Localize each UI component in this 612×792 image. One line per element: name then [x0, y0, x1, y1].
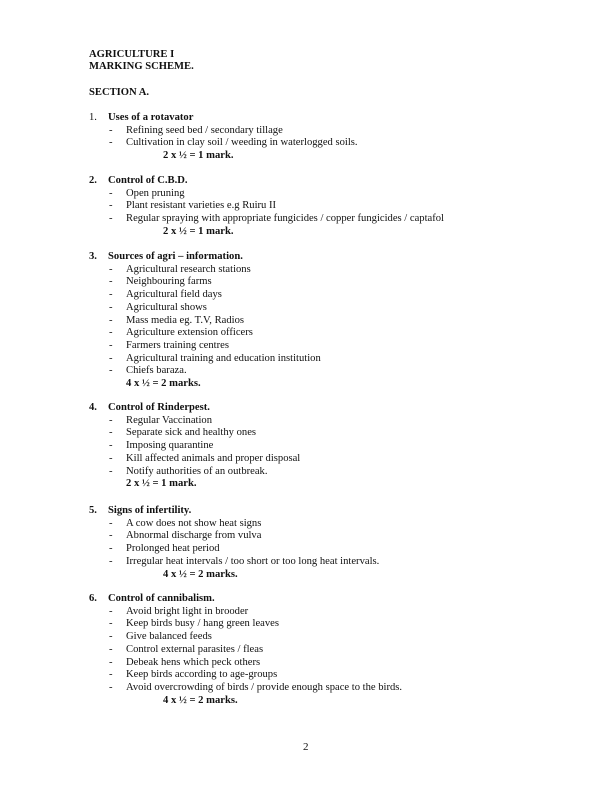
list-item-text: Neighbouring farms: [126, 276, 212, 288]
section-heading: SECTION A.: [89, 87, 150, 98]
list-item-text: Imposing quarantine: [126, 440, 214, 452]
list-item-text: Notify authorities of an outbreak.: [126, 465, 268, 477]
list-item-text: Keep birds busy / hang green leaves: [126, 618, 279, 630]
dash-bullet-icon: -: [109, 530, 113, 542]
list-item-text: Keep birds according to age-groups: [126, 669, 278, 681]
dash-bullet-icon: -: [109, 213, 113, 225]
marks-allocation: 4 x ½ = 2 marks.: [163, 568, 238, 580]
question-title: Sources of agri – information.: [108, 251, 243, 262]
list-item-text: Irregular heat intervals / too short or too long heat intervals.: [126, 555, 380, 567]
marks-allocation: 4 x ½ = 2 marks.: [126, 378, 201, 389]
question-number: 4.: [89, 402, 97, 413]
list-item-text: Chiefs baraza.: [126, 365, 187, 377]
dash-bullet-icon: -: [109, 339, 113, 351]
list-item-text: Plant resistant varieties e.g Ruiru II: [126, 200, 277, 212]
list-item-text: A cow does not show heat signs: [126, 517, 262, 529]
question-number: 1.: [89, 112, 97, 123]
dash-bullet-icon: -: [109, 465, 113, 477]
question-title: Control of Rinderpest.: [108, 402, 210, 413]
dash-bullet-icon: -: [109, 427, 113, 439]
dash-bullet-icon: -: [109, 301, 113, 313]
list-item-text: Agricultural research stations: [126, 263, 251, 275]
list-item-text: Open pruning: [126, 187, 185, 199]
dash-bullet-icon: -: [109, 543, 113, 555]
list-item-text: Cultivation in clay soil / weeding in waterlogged soils.: [126, 137, 358, 149]
question-title: Control of C.B.D.: [108, 175, 188, 186]
list-item-text: Separate sick and healthy ones: [126, 427, 257, 439]
dash-bullet-icon: -: [109, 517, 113, 529]
marks-allocation: 2 x ½ = 1 mark.: [126, 478, 197, 490]
dash-bullet-icon: -: [109, 352, 113, 364]
list-item-text: Agriculture extension officers: [126, 327, 253, 339]
document-title: AGRICULTURE I: [89, 49, 175, 60]
list-item-text: Agricultural training and education institution: [126, 352, 321, 364]
dash-bullet-icon: -: [109, 669, 113, 681]
dash-bullet-icon: -: [109, 263, 113, 275]
dash-bullet-icon: -: [109, 137, 113, 149]
dash-bullet-icon: -: [109, 555, 113, 567]
dash-bullet-icon: -: [109, 618, 113, 630]
page-number: 2: [303, 741, 309, 753]
list-item-text: Avoid overcrowding of birds / provide enough space to the birds.: [126, 681, 403, 693]
list-item-text: Give balanced feeds: [126, 631, 212, 643]
list-item-text: Mass media eg. T.V, Radios: [126, 314, 244, 326]
dash-bullet-icon: -: [109, 276, 113, 288]
list-item-text: Refining seed bed / secondary tillage: [126, 124, 283, 136]
list-item-text: Control external parasites / fleas: [126, 643, 264, 655]
list-item-text: Regular Vaccination: [126, 414, 212, 426]
dash-bullet-icon: -: [109, 440, 113, 452]
dash-bullet-icon: -: [109, 631, 113, 643]
list-item-text: Agricultural shows: [126, 301, 207, 313]
dash-bullet-icon: -: [109, 187, 113, 199]
question-title: Control of cannibalism.: [108, 593, 215, 604]
list-item-text: Kill affected animals and proper disposal: [126, 452, 301, 464]
marks-allocation: 4 x ½ = 2 marks.: [163, 694, 238, 706]
list-item-text: Avoid bright light in brooder: [126, 605, 249, 617]
dash-bullet-icon: -: [109, 605, 113, 617]
list-item-text: Abnormal discharge from vulva: [126, 530, 262, 542]
dash-bullet-icon: -: [109, 643, 113, 655]
question-number: 2.: [89, 175, 97, 186]
question-number: 3.: [89, 251, 97, 262]
dash-bullet-icon: -: [109, 656, 113, 668]
question-number: 5.: [89, 505, 97, 516]
dash-bullet-icon: -: [109, 200, 113, 212]
dash-bullet-icon: -: [109, 681, 113, 693]
dash-bullet-icon: -: [109, 314, 113, 326]
document-header: [89, 49, 194, 74]
list-item-text: Prolonged heat period: [126, 543, 220, 555]
question-title: Uses of a rotavator: [108, 112, 194, 123]
dash-bullet-icon: -: [109, 289, 113, 301]
marks-allocation: 2 x ½ = 1 mark.: [163, 150, 234, 162]
document-subtitle: MARKING SCHEME.: [89, 61, 194, 73]
list-item-text: Farmers training centres: [126, 339, 229, 351]
dash-bullet-icon: -: [109, 124, 113, 136]
dash-bullet-icon: -: [109, 327, 113, 339]
question-title: Signs of infertility.: [108, 505, 192, 516]
dash-bullet-icon: -: [109, 365, 113, 377]
question-number: 6.: [89, 593, 97, 604]
list-item-text: Regular spraying with appropriate fungicides / copper fungicides / captafol: [126, 213, 445, 225]
list-item-text: Debeak hens which peck others: [126, 656, 261, 668]
list-item-text: Agricultural field days: [126, 289, 222, 301]
marks-allocation: 2 x ½ = 1 mark.: [163, 225, 234, 237]
dash-bullet-icon: -: [109, 452, 113, 464]
dash-bullet-icon: -: [109, 414, 113, 426]
